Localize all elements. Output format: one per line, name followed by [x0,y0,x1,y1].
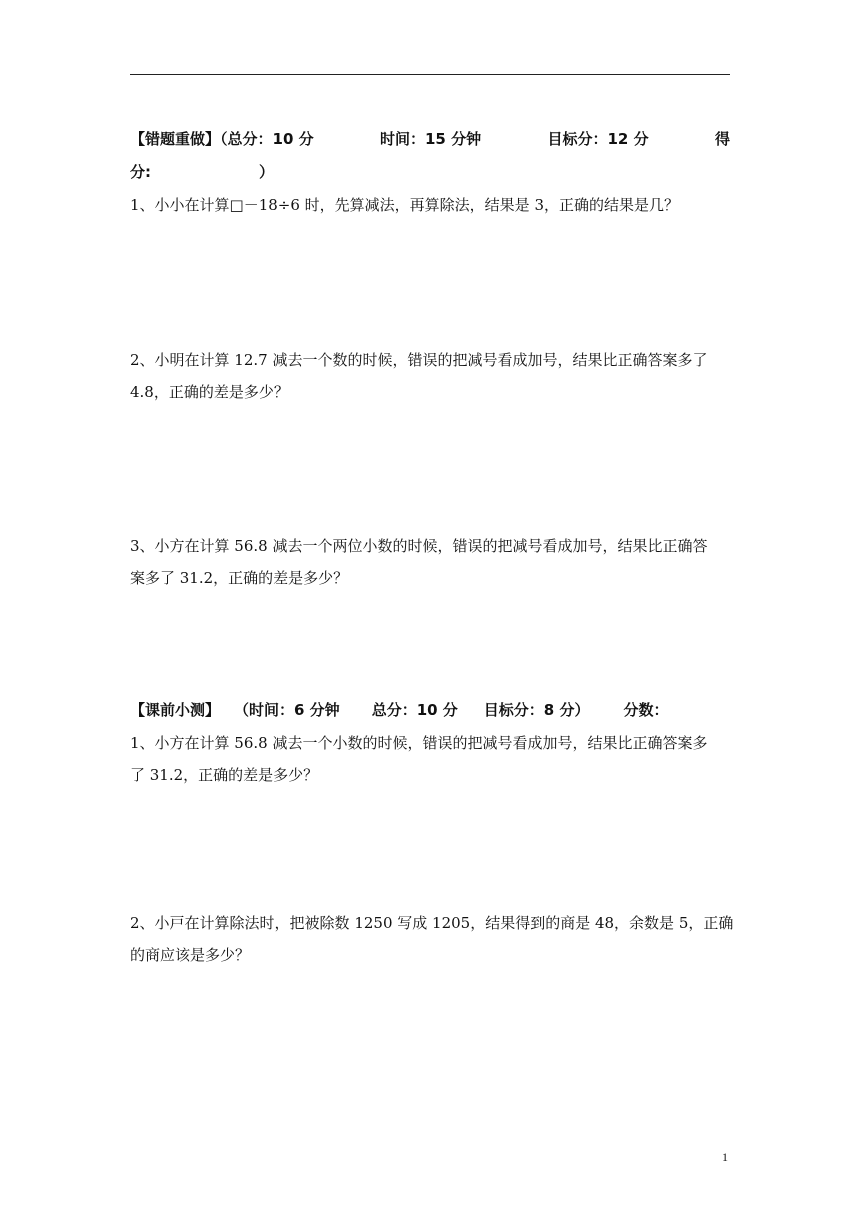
section1-time: 时间：15 分钟 [380,130,482,148]
s1-q3-line1: 3、小方在计算 56.8 减去一个两位小数的时候，错误的把减号看成加号，结果比正确答 [130,537,708,555]
section1-header-line2: 分: ） [130,163,275,181]
section2-score-label: 分数： [623,701,669,719]
section1-score-label: 得 [714,130,730,148]
s1-q2-line2: 4.8，正确的差是多少？ [130,383,289,401]
section1-header [130,129,730,149]
s1-q2-line1: 2、小明在计算 12.7 减去一个数的时候，错误的把减号看成加号，结果比正确答案多了 [130,351,708,369]
s2-q1-line2: 了 31.2，正确的差是多少？ [130,766,319,784]
s2-q2-line2: 的商应该是多少？ [130,946,251,964]
section2-target: 目标分：8 分） [483,701,590,719]
section2-header [130,700,730,720]
section2-title: 【课前小测】 [130,701,221,719]
section2-time: （时间：6 分钟 [234,701,340,719]
section1-title-total: 【错题重做】（总分：10 分 [130,130,314,148]
s2-q1-line1: 1、小方在计算 56.8 减去一个小数的时候，错误的把减号看成加号，结果比正确答案多 [130,734,708,752]
page-number: 1 [722,1150,728,1164]
s1-q3-line2: 案多了 31.2，正确的差是多少？ [130,569,349,587]
s2-q2-line1: 2、小戸在计算除法时，把被除数 1250 写成 1205，结果得到的商是 48，余数是 5，正确 [130,914,734,932]
section2-total: 总分：10 分 [371,701,458,719]
section1-target: 目标分：12 分 [547,130,649,148]
s1-q1-line1: 1、小小在计算□－18÷6 时，先算减法，再算除法，结果是 3，正确的结果是几？ [130,196,679,214]
header-rule [130,74,730,75]
